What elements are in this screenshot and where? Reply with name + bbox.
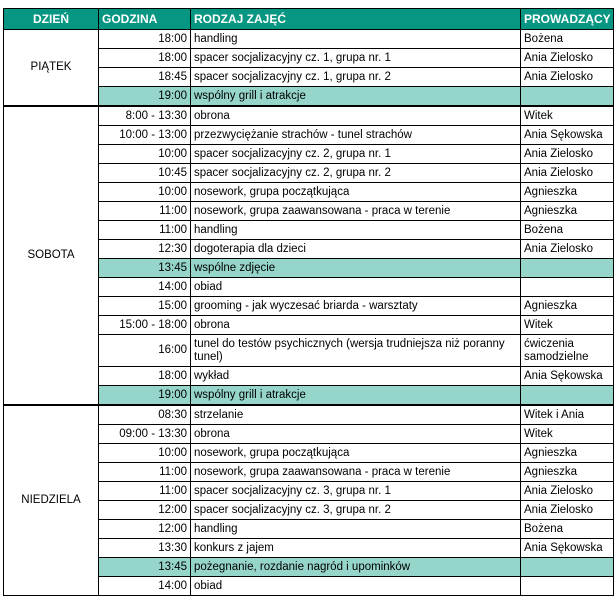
hour-cell: 19:00 [99,87,191,107]
hour-cell: 13:30 [99,539,191,558]
hour-cell: 18:00 [99,49,191,68]
header-row [4,9,614,30]
instructor-cell: Agnieszka [521,463,614,482]
activity-cell: przezwyciężanie strachów - tunel strachów [191,126,521,145]
activity-cell: tunel do testów psychicznych (wersja trudniejsza niż poranny tunel) [191,335,521,367]
hour-cell: 10:00 [99,183,191,202]
hour-cell: 14:00 [99,278,191,297]
header-instructor: PROWADZĄCY [521,9,614,30]
instructor-cell [521,259,614,278]
activity-cell: spacer socjalizacyjny cz. 3, grupa nr. 2 [191,501,521,520]
activity-cell: nosework, grupa zaawansowana - praca w terenie [191,202,521,221]
instructor-cell [521,278,614,297]
hour-cell: 8:00 - 13:30 [99,106,191,126]
activity-cell: spacer socjalizacyjny cz. 1, grupa nr. 2 [191,68,521,87]
activity-cell: spacer socjalizacyjny cz. 1, grupa nr. 1 [191,49,521,68]
instructor-cell [521,577,614,596]
instructor-cell: Ania Sękowska [521,126,614,145]
hour-cell: 10:00 - 13:00 [99,126,191,145]
hour-cell: 15:00 - 18:00 [99,316,191,335]
activity-cell: obiad [191,278,521,297]
instructor-cell: Bożena [521,520,614,539]
instructor-cell: ćwiczenia samodzielne [521,335,614,367]
activity-cell: wspólne zdjęcie [191,259,521,278]
activity-cell: spacer socjalizacyjny cz. 2, grupa nr. 1 [191,145,521,164]
hour-cell: 11:00 [99,463,191,482]
activity-cell: handling [191,30,521,49]
hour-cell: 12:00 [99,501,191,520]
activity-cell: spacer socjalizacyjny cz. 2, grupa nr. 2 [191,164,521,183]
instructor-cell: Bożena [521,30,614,49]
activity-cell: dogoterapia dla dzieci [191,240,521,259]
instructor-cell [521,558,614,577]
hour-cell: 18:00 [99,30,191,49]
instructor-cell: Ania Zielosko [521,68,614,87]
activity-cell: handling [191,221,521,240]
hour-cell: 11:00 [99,482,191,501]
day-cell: NIEDZIELA [4,405,99,596]
schedule-container [3,8,614,596]
day-cell: SOBOTA [4,106,99,405]
instructor-cell: Ania Zielosko [521,145,614,164]
hour-cell: 12:30 [99,240,191,259]
hour-cell: 19:00 [99,386,191,406]
hour-cell: 18:00 [99,367,191,386]
hour-cell: 13:45 [99,259,191,278]
instructor-cell: Ania Zielosko [521,482,614,501]
table-row [4,405,614,425]
activity-cell: obrona [191,106,521,126]
instructor-cell: Ania Zielosko [521,240,614,259]
instructor-cell: Agnieszka [521,444,614,463]
instructor-cell: Ania Sękowska [521,539,614,558]
table-row [4,30,614,49]
hour-cell: 13:45 [99,558,191,577]
activity-cell: obrona [191,425,521,444]
hour-cell: 11:00 [99,202,191,221]
hour-cell: 18:45 [99,68,191,87]
instructor-cell: Agnieszka [521,202,614,221]
instructor-cell [521,87,614,107]
hour-cell: 09:00 - 13:30 [99,425,191,444]
activity-cell: nosework, grupa początkująca [191,444,521,463]
hour-cell: 10:00 [99,145,191,164]
instructor-cell: Witek [521,425,614,444]
hour-cell: 11:00 [99,221,191,240]
schedule-table [3,8,614,596]
activity-cell: nosework, grupa zaawansowana - praca w terenie [191,463,521,482]
hour-cell: 10:45 [99,164,191,183]
day-cell: PIĄTEK [4,30,99,107]
activity-cell: konkurs z jajem [191,539,521,558]
table-row [4,106,614,126]
activity-cell: grooming - jak wyczesać briarda - warsztaty [191,297,521,316]
schedule-body [4,30,614,596]
hour-cell: 16:00 [99,335,191,367]
hour-cell: 12:00 [99,520,191,539]
instructor-cell: Agnieszka [521,297,614,316]
header-activity: RODZAJ ZAJĘĆ [191,9,521,30]
activity-cell: pożegnanie, rozdanie nagród i upominków [191,558,521,577]
hour-cell: 10:00 [99,444,191,463]
activity-cell: obiad [191,577,521,596]
instructor-cell: Ania Sękowska [521,367,614,386]
instructor-cell: Ania Zielosko [521,164,614,183]
activity-cell: spacer socjalizacyjny cz. 3, grupa nr. 1 [191,482,521,501]
instructor-cell [521,386,614,406]
activity-cell: wspólny grill i atrakcje [191,87,521,107]
instructor-cell: Witek i Ania [521,405,614,425]
header-hour: GODZINA [99,9,191,30]
header-day: DZIEŃ [4,9,99,30]
instructor-cell: Ania Zielosko [521,501,614,520]
instructor-cell: Witek [521,316,614,335]
activity-cell: wspólny grill i atrakcje [191,386,521,406]
instructor-cell: Agnieszka [521,183,614,202]
instructor-cell: Bożena [521,221,614,240]
activity-cell: wykład [191,367,521,386]
hour-cell: 15:00 [99,297,191,316]
instructor-cell: Witek [521,106,614,126]
activity-cell: obrona [191,316,521,335]
hour-cell: 14:00 [99,577,191,596]
activity-cell: strzelanie [191,405,521,425]
activity-cell: nosework, grupa początkująca [191,183,521,202]
instructor-cell: Ania Zielosko [521,49,614,68]
activity-cell: handling [191,520,521,539]
hour-cell: 08:30 [99,405,191,425]
